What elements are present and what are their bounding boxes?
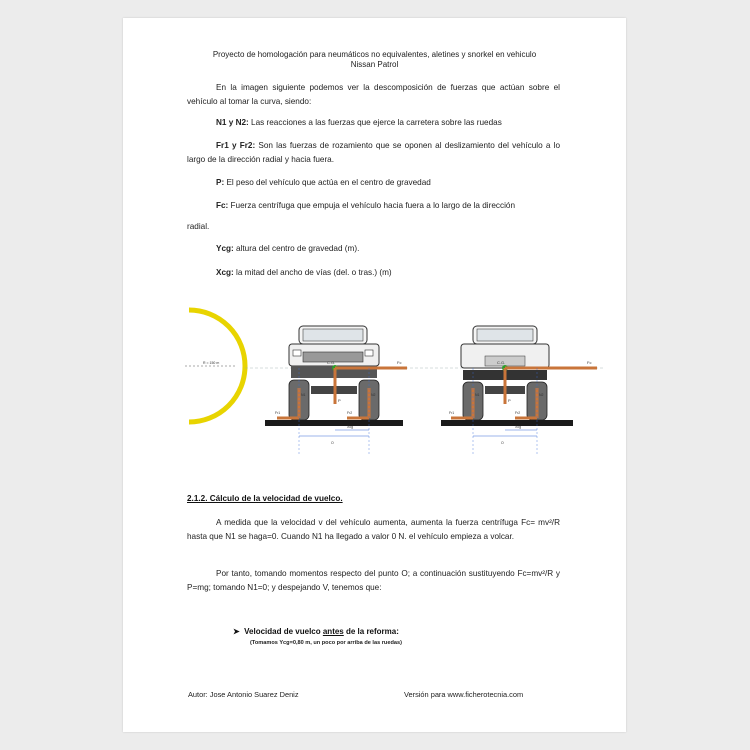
- fc-label: Fc: [397, 360, 402, 365]
- fr1-label: Fr1: [275, 411, 281, 415]
- fr2-label: Fr2: [515, 411, 521, 415]
- fr2-label: Fr2: [347, 411, 353, 415]
- xcg-label: Xcg: [515, 425, 522, 429]
- cg-label: C.G.: [327, 360, 336, 365]
- def-term: P:: [216, 178, 225, 187]
- def-xcg: [187, 266, 589, 280]
- def-text: El peso del vehículo que actúa en el centro de gravedad: [224, 178, 431, 187]
- def-term: N1 y N2:: [216, 118, 249, 127]
- intro-paragraph: En la imagen siguiente podemos ver la descomposición de fuerzas que actúan sobre el vehículo al tomar la curva, siendo:: [187, 83, 560, 106]
- cg-label: C.G.: [497, 360, 506, 365]
- paragraph-velocity: A medida que la velocidad v del vehículo aumenta, aumenta la fuerza centrífuga Fc= mv²/R hasta que N1 se haga=0. Cuando N1 ha llegado a valor 0 N. el vehículo empieza a volcar.: [187, 518, 560, 541]
- def-text: altura del centro de gravedad (m).: [233, 244, 360, 253]
- n1-label: N1: [301, 393, 306, 397]
- fr1-label: Fr1: [449, 411, 455, 415]
- bullet-subnote: (Tomamos Ycg=0,80 m, un poco por arriba de las ruedas): [250, 640, 402, 646]
- def-fc-cont: [187, 220, 560, 234]
- def-text: Las reacciones a las fuerzas que ejerce la carretera sobre las ruedas: [248, 118, 502, 127]
- footer-author: Autor: Jose Antonio Suarez Deniz: [188, 690, 299, 699]
- paragraph-moments: Por tanto, tomando momentos respecto del punto O; a continuación sustituyendo Fc=mv²/R y P=mg; tomando N1=0; y despejando V, tenemos que:: [187, 569, 560, 592]
- fc-label: Fc: [587, 360, 592, 365]
- document-page: [123, 18, 626, 732]
- footer-website: Versión para www.ficherotecnia.com: [404, 690, 524, 699]
- bullet-arrow-icon: ➤: [233, 627, 245, 636]
- def-p: [187, 176, 589, 190]
- n2-label: N2: [539, 393, 544, 397]
- def-text: radial.: [187, 222, 210, 231]
- radius-label: R = 150 m: [203, 361, 220, 365]
- bullet-velocity-before: [233, 627, 399, 636]
- header-line-2: Nissan Patrol: [350, 60, 399, 69]
- n1-label: N1: [475, 393, 480, 397]
- xcg-label: Xcg: [347, 425, 354, 429]
- def-ycg: [187, 242, 589, 256]
- header-line-1: Proyecto de homologación para neumáticos no equivalentes, aletines y snorkel en vehiculo: [212, 50, 537, 59]
- p-label: P: [338, 398, 341, 403]
- def-n1n2: [187, 116, 589, 130]
- p-label: P: [508, 398, 511, 403]
- def-term: Ycg:: [216, 244, 234, 253]
- o-label: O: [331, 441, 334, 445]
- def-term: Fc:: [216, 201, 229, 210]
- road-left: [265, 420, 403, 426]
- road-right: [441, 420, 573, 426]
- def-term: Xcg:: [216, 268, 234, 277]
- bullet-pre: Velocidad de vuelco: [244, 627, 323, 636]
- def-text: Fuerza centrífuga que empuja el vehículo hacia fuera a lo largo de la dirección: [228, 201, 516, 210]
- o-label: O: [501, 441, 504, 445]
- force-diagram: [185, 306, 605, 476]
- bullet-underlined: antes: [322, 627, 344, 636]
- bullet-post: de la reforma:: [343, 627, 399, 636]
- def-text: la mitad del ancho de vías (del. o tras.) (m): [233, 268, 392, 277]
- def-fr: [187, 139, 560, 167]
- n2-label: N2: [371, 393, 376, 397]
- def-fc: [187, 199, 589, 213]
- def-text: Son las fuerzas de rozamiento que se oponen al deslizamiento del vehículo a lo largo de la dirección radial y hacia fuera.: [187, 141, 561, 164]
- section-title: 2.1.2. Cálculo de la velocidad de vuelco.: [187, 494, 343, 503]
- def-term: Fr1 y Fr2:: [216, 141, 256, 150]
